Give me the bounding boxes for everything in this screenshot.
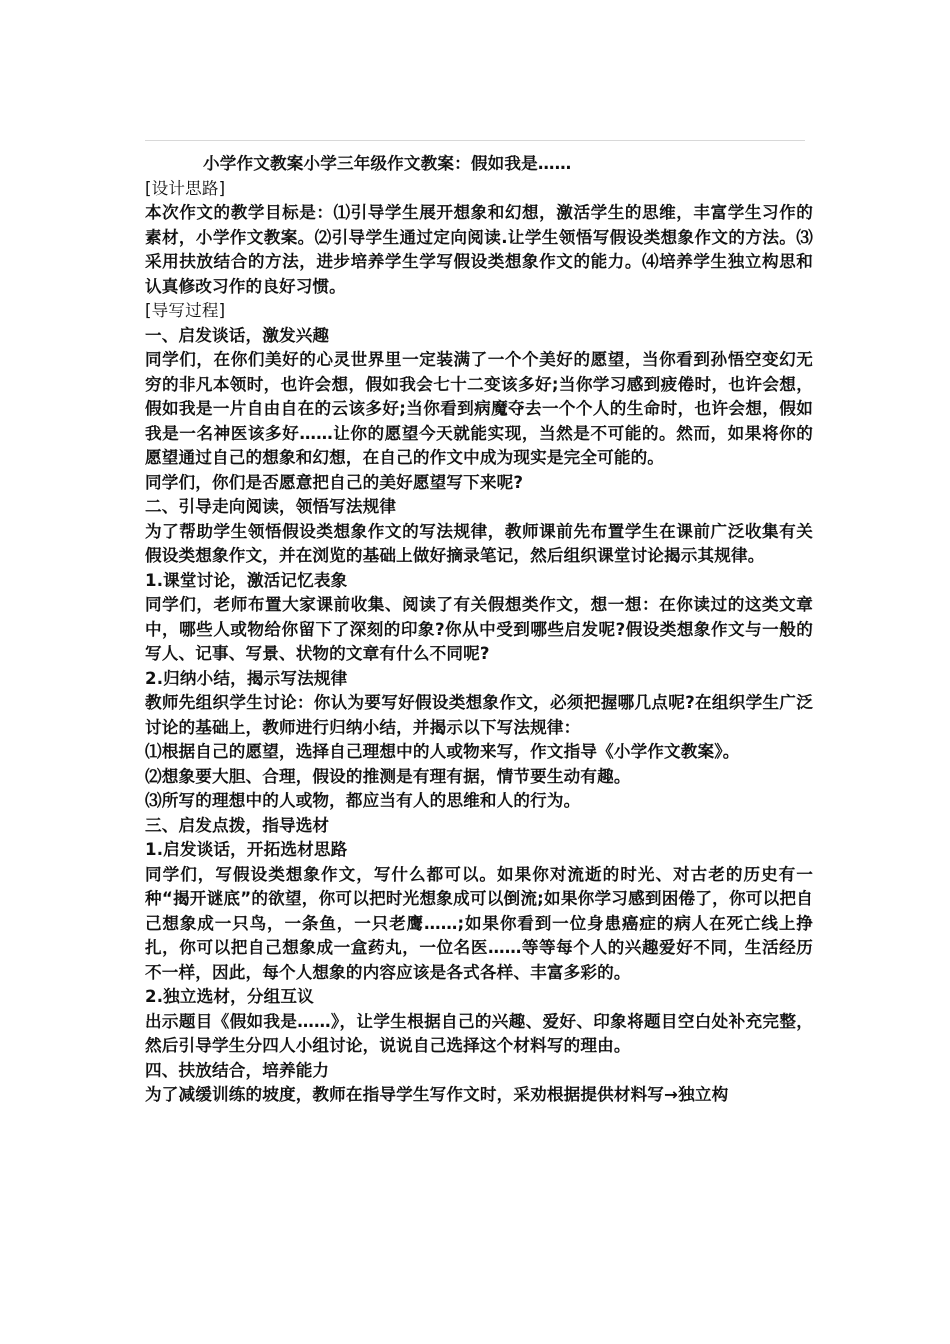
paragraph: 教师先组织学生讨论：你认为要写好假设类想象作文，必须把握哪几点呢?在组织学生广泛讨论的基础上，教师进行归纳小结，并揭示以下写法规律： bbox=[145, 693, 813, 737]
heading-3: 三、启发点拨，指导选材 bbox=[145, 815, 330, 835]
rule-item-2: ⑵想象要大胆、合理，假设的推测是有理有据，情节要生动有趣。 bbox=[145, 766, 631, 786]
heading-4: 四、扶放结合，培养能力 bbox=[145, 1060, 330, 1080]
rule-item-3: ⑶所写的理想中的人或物，都应当有人的思维和人的行为。 bbox=[145, 791, 581, 810]
heading-2: 二、引导走向阅读，领悟写法规律 bbox=[145, 497, 397, 516]
subheading: 2.归纳小结，揭示写法规律 bbox=[145, 668, 348, 688]
subheading: 1.启发谈话，开拓选材思路 bbox=[145, 840, 348, 859]
paragraph: 出示题目《假如我是……》，让学生根据自己的兴趣、爱好、印象将题目空白处补充完整，然后引导学生分四人小组讨论，说说自己选择这个材料写的理由。 bbox=[145, 1011, 813, 1055]
paragraph: 同学们，你们是否愿意把自己的美好愿望写下来呢? bbox=[145, 472, 524, 492]
paragraph: 为了帮助学生领悟假设类想象作文的写法规律，教师课前先布置学生在课前广泛收集有关假设类想象作文，并在浏览的基础上做好摘录笔记，然后组织课堂讨论揭示其规律。 bbox=[145, 521, 813, 565]
paragraph: 为了减缓训练的坡度，教师在指导学生写作文时，采劝根据提供材料写→独立构 bbox=[145, 1085, 729, 1104]
paragraph: 同学们，写假设类想象作文，写什么都可以。如果你对流逝的时光、对古老的历史有一种“揭开谜底”的欲望，你可以把时光想象成可以倒流;如果你学习感到困倦了，你可以把自己想象成一只鸟，一条鱼，一只老鹰……;如果你看到一位身患癌症的病人在死亡线上挣扎，你可以把自己想象成一盒药丸，一位名医……等等每个人的兴趣爱好不同，生活经历不一样，因此，每个人想象的内容应该是各式各样、丰富多彩的。 bbox=[145, 864, 813, 982]
subheading: 1.课堂讨论，激活记忆表象 bbox=[145, 570, 348, 590]
paragraph: 同学们，老师布置大家课前收集、阅读了有关假想类作文，想一想：在你读过的这类文章中，哪些人或物给你留下了深刻的印象?你从中受到哪些启发呢?假设类想象作文与一般的写人、记事、写景、状物的文章有什么不同呢? bbox=[145, 595, 813, 663]
subheading: 2.独立选材，分组互议 bbox=[145, 987, 314, 1006]
paragraph-goals: 本次作文的教学目标是：⑴引导学生展开想象和幻想，激活学生的思维，丰富学生习作的素材，小学作文教案。⑵引导学生通过定向阅读.让学生领悟写假设类想象作文的方法。⑶采用扶放结合的方法，进步培养学生学写假设类想象作文的能力。⑷培养学生独立构思和认真修改习作的良好习惯。 bbox=[145, 203, 813, 296]
paragraph: 同学们，在你们美好的心灵世界里一定装满了一个个美好的愿望，当你看到孙悟空变幻无穷的非凡本领时，也许会想，假如我会七十二变该多好;当你学习感到疲倦时，也许会想，假如我是一片自由自在的云该多好;当你看到病魔夺去一个个人的生命时，也许会想，假如我是一名神医该多好……让你的愿望今天就能实现，当然是不可能的。然而，如果将你的愿望通过自己的想象和幻想，在自己的作文中成为现实是完全可能的。 bbox=[145, 350, 813, 467]
section-bracket-process: [导写过程] bbox=[145, 301, 226, 320]
rule-item-1: ⑴根据自己的愿望，选择自己理想中的人或物来写，作文指导《小学作文教案》。 bbox=[145, 742, 740, 761]
section-bracket-design: [设计思路] bbox=[145, 178, 226, 198]
header-divider bbox=[145, 140, 805, 141]
document-body bbox=[145, 152, 813, 1108]
document-title: 小学作文教案小学三年级作文教案：假如我是…… bbox=[203, 154, 572, 173]
heading-1: 一、启发谈话，激发兴趣 bbox=[145, 325, 330, 345]
